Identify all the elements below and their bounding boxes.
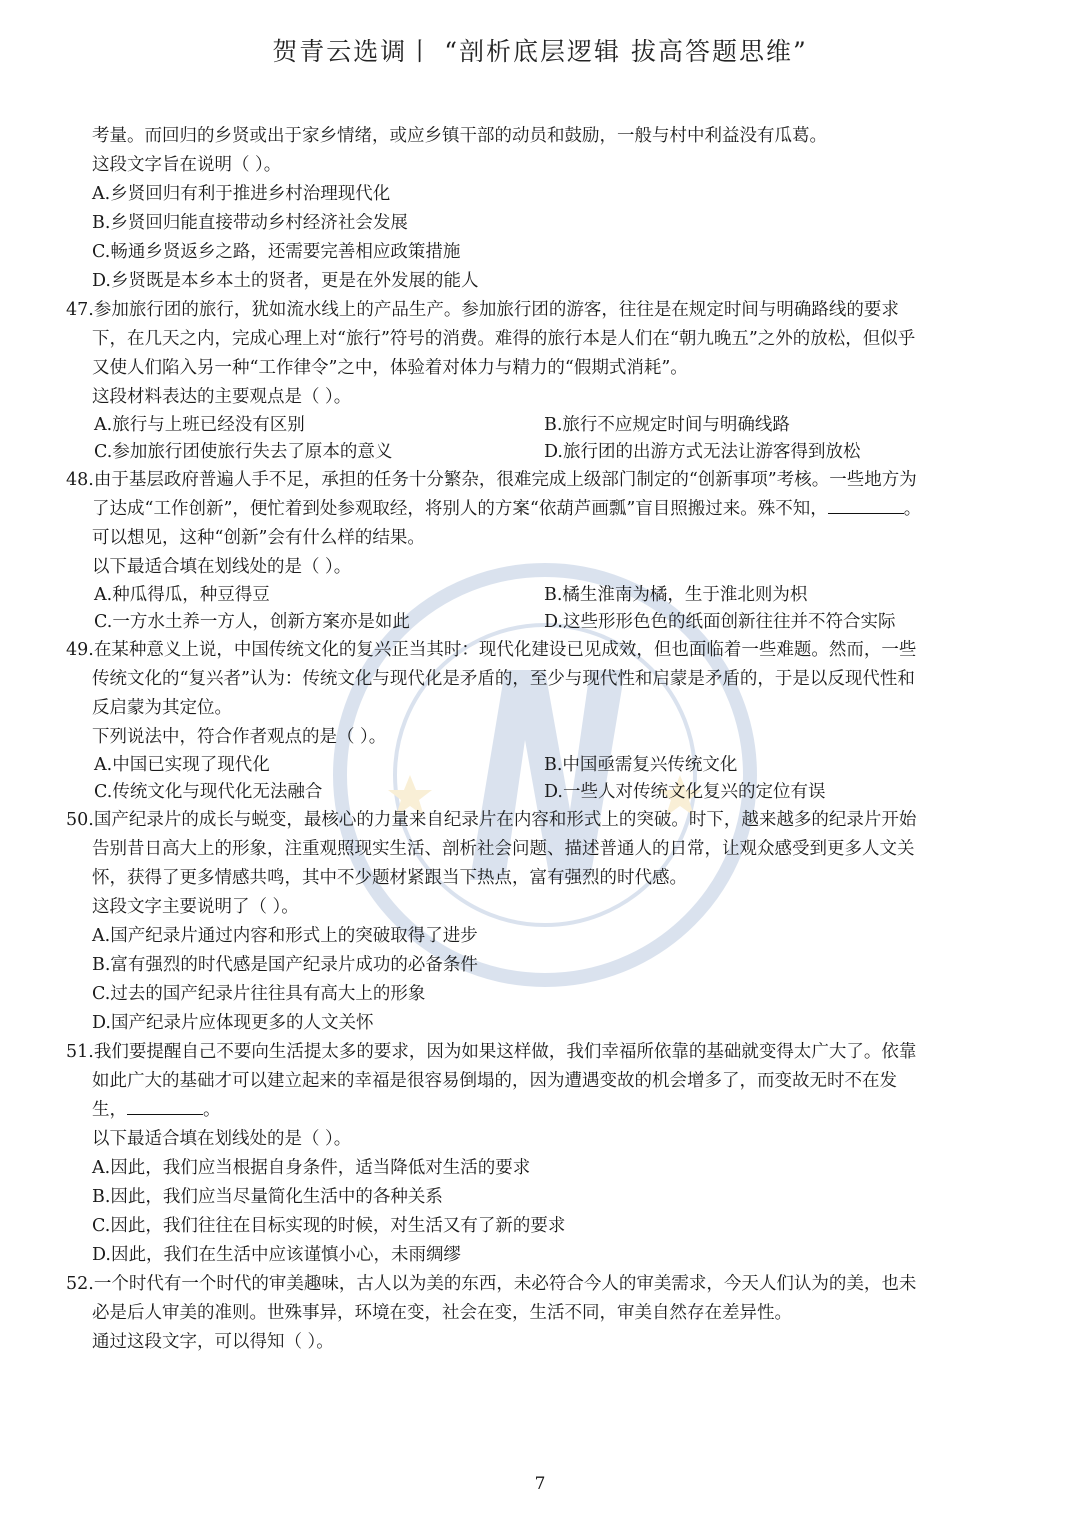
option-b: B.因此，我们应当尽量简化生活中的各种关系 (92, 1187, 443, 1207)
question-51-line: 生， 。 (66, 1096, 996, 1125)
option-b: B.橘生淮南为橘，生于淮北则为枳 (544, 585, 808, 605)
option-c: C.传统文化与现代化无法融合 (94, 782, 323, 802)
question-prompt: 这段材料表达的主要观点是（ ）。 (92, 387, 352, 407)
question-50-line: 告别昔日高大上的形象，注重观照现实生活、剖析社会问题、描述普通人的日常，让观众感受到更多人文关 (92, 839, 915, 859)
question-prompt: 以下最适合填在划线处的是（ ）。 (92, 557, 352, 577)
fill-blank (127, 1096, 203, 1115)
option-c: C.参加旅行团使旅行失去了原本的意义 (94, 442, 393, 462)
option-a: A.乡贤回归有利于推进乡村治理现代化 (92, 184, 391, 204)
option-c: C.因此，我们往往在目标实现的时候，对生活又有了新的要求 (92, 1216, 566, 1236)
option-d: D.这些形形色色的纸面创新往往并不符合实际 (544, 612, 896, 632)
option-a: A.中国已实现了现代化 (94, 755, 270, 775)
question-49-line: 传统文化的“复兴者”认为：传统文化与现代化是矛盾的，至少与现代性和启蒙是矛盾的，于是以反现代性和 (92, 669, 915, 689)
question-47-line: 又使人们陷入另一种“工作律令”之中，体验着对体力与精力的“假期式消耗”。 (92, 358, 688, 378)
question-50-line: 50.国产纪录片的成长与蜕变，最核心的力量来自纪录片在内容和形式上的突破。时下，越来越多的纪录片开始 (66, 810, 917, 830)
question-47-line: 47.参加旅行团的旅行，犹如流水线上的产品生产。参加旅行团的游客，往往是在规定时间与明确路线的要求 (66, 300, 899, 320)
option-d: D.因此，我们在生活中应该谨慎小心，未雨绸缪 (92, 1245, 461, 1265)
question-prompt: 这段文字旨在说明（ ）。 (92, 155, 282, 175)
question-48-line: 48.由于基层政府普遍人手不足，承担的任务十分繁杂，很难完成上级部门制定的“创新事项”考核。一些地方为 (66, 470, 917, 490)
option-b: B.旅行不应规定时间与明确线路 (544, 415, 790, 435)
option-d: D.旅行团的出游方式无法让游客得到放松 (544, 442, 861, 462)
option-a: A.旅行与上班已经没有区别 (94, 415, 305, 435)
option-d: D.一些人对传统文化复兴的定位有误 (544, 782, 826, 802)
options-row (66, 779, 996, 806)
option-a: A.因此，我们应当根据自身条件，适当降低对生活的要求 (92, 1158, 531, 1178)
question-prompt: 这段文字主要说明了（ ）。 (92, 897, 299, 917)
question-48-line: 了达成“工作创新”，便忙着到处参观取经，将别人的方案“依葫芦画瓢”盲目照搬过来。殊不知， 。 (66, 495, 996, 524)
paragraph-line: 考量。而回归的乡贤或出于家乡情绪，或应乡镇干部的动员和鼓励，一般与村中利益没有瓜葛。 (92, 126, 827, 146)
options-row (66, 582, 996, 609)
question-51-line: 如此广大的基础才可以建立起来的幸福是很容易倒塌的，因为遭遇变故的机会增多了，而变故无时不在发 (92, 1071, 897, 1091)
options-row (66, 439, 996, 466)
option-b: B.乡贤回归能直接带动乡村经济社会发展 (92, 213, 408, 233)
page-header: 贺青云选调丨 “剖析底层逻辑 拔高答题思维” (272, 37, 808, 66)
option-c: C.畅通乡贤返乡之路，还需要完善相应政策措施 (92, 242, 461, 262)
question-49-line: 反启蒙为其定位。 (92, 698, 232, 718)
question-50-line: 怀，获得了更多情感共鸣，其中不少题材紧跟当下热点，富有强烈的时代感。 (92, 868, 687, 888)
fill-blank (828, 495, 904, 514)
option-c: C.过去的国产纪录片往往具有高大上的形象 (92, 984, 426, 1004)
question-prompt: 通过这段文字，可以得知（ ）。 (92, 1332, 334, 1352)
option-c: C.一方水土养一方人，创新方案亦是如此 (94, 612, 410, 632)
option-d: D.国产纪录片应体现更多的人文关怀 (92, 1013, 374, 1033)
question-51-line: 51.我们要提醒自己不要向生活提太多的要求，因为如果这样做，我们幸福所依靠的基础就变得太广大了。依靠 (66, 1042, 917, 1062)
question-52-line: 必是后人审美的准则。世殊事异，环境在变，社会在变，生活不同，审美自然存在差异性。 (92, 1303, 792, 1323)
options-row (66, 412, 996, 439)
question-48-line: 可以想见，这种“创新”会有什么样的结果。 (92, 528, 425, 548)
options-row (66, 752, 996, 779)
question-prompt: 以下最适合填在划线处的是（ ）。 (92, 1129, 352, 1149)
question-47-line: 下，在几天之内，完成心理上对“旅行”符号的消费。难得的旅行本是人们在“朝九晚五”之外的放松，但似乎 (92, 329, 916, 349)
question-prompt: 下列说法中，符合作者观点的是（ ）。 (92, 727, 387, 747)
page-number: 7 (534, 1474, 546, 1494)
option-d: D.乡贤既是本乡本土的贤者，更是在外发展的能人 (92, 271, 479, 291)
option-a: A.种瓜得瓜，种豆得豆 (94, 585, 270, 605)
question-52-line: 52.一个时代有一个时代的审美趣味，古人以为美的东西，未必符合今人的审美需求，今天人们认为的美，也未 (66, 1274, 917, 1294)
question-49-line: 49.在某种意义上说，中国传统文化的复兴正当其时：现代化建设已见成效，但也面临着一些难题。然而，一些 (66, 640, 917, 660)
option-b: B.富有强烈的时代感是国产纪录片成功的必备条件 (92, 955, 478, 975)
options-row (66, 609, 996, 636)
document-body (66, 122, 996, 1357)
option-b: B.中国亟需复兴传统文化 (544, 755, 738, 775)
option-a: A.国产纪录片通过内容和形式上的突破取得了进步 (92, 926, 478, 946)
